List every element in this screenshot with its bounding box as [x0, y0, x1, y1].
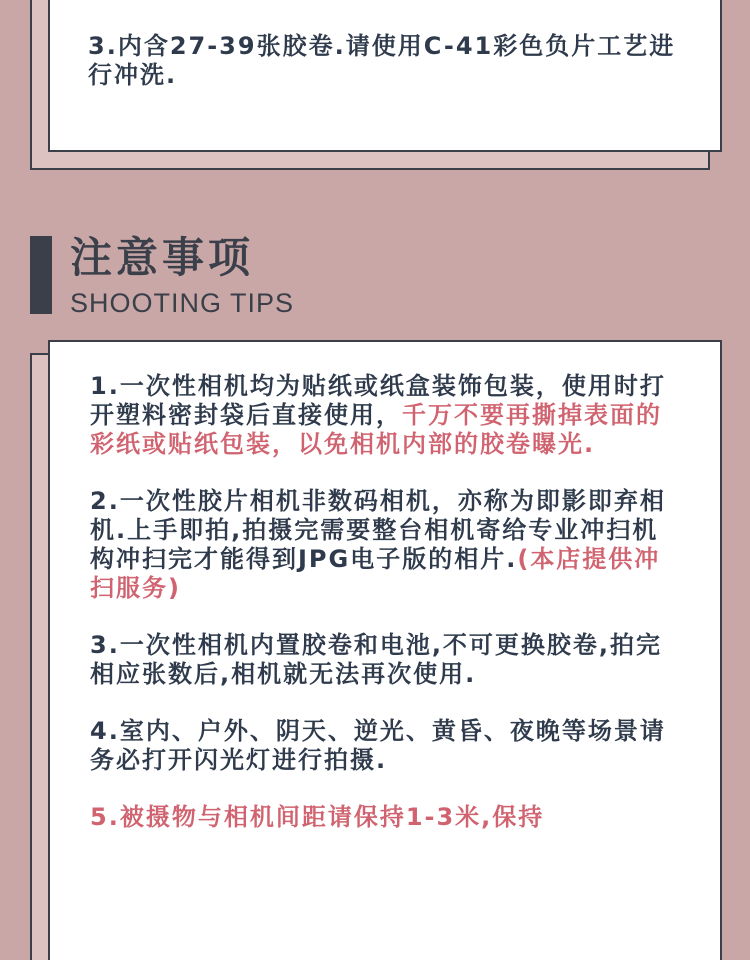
tip-4-main: 4.室内、户外、阴天、逆光、黄昏、夜晚等场景请务必打开闪光灯进行拍摄.: [90, 717, 666, 774]
tip-item-1: [90, 372, 680, 459]
tip-item-2: [90, 487, 680, 603]
top-card-text: 3.内含27-39张胶卷.请使用C-41彩色负片工艺进行冲洗.: [88, 32, 676, 89]
top-card: [48, 0, 722, 152]
tip-1-main: 1.一次性相机均为贴纸或纸盒装饰包装，使用时打开塑料密封袋后直接使用，: [90, 372, 666, 429]
tip-2-highlight: (本店提供冲扫服务): [90, 545, 661, 602]
section-title: 注意事项: [70, 233, 255, 282]
section-subtitle: SHOOTING TIPS: [70, 288, 295, 318]
tip-1-highlight: 千万不要再撕掉表面的彩纸或贴纸包装，以免相机内部的胶卷曝光.: [90, 401, 662, 458]
tip-item-3: [90, 631, 680, 689]
tips-card: [48, 340, 722, 960]
heading-accent-bar: [30, 236, 52, 314]
section-heading: [30, 233, 430, 318]
tip-5-highlight: 5.被摄物与相机间距请保持1-3米,保持: [90, 803, 545, 831]
tip-item-4: [90, 717, 680, 775]
tip-item-5: [90, 803, 680, 832]
tip-2-main: 2.一次性胶片相机非数码相机，亦称为即影即弃相机.上手即拍,拍摄完需要整台相机寄给专业冲扫机构冲扫完才能得到JPG电子版的相片.: [90, 487, 666, 573]
tip-3-main: 3.一次性相机内置胶卷和电池,不可更换胶卷,拍完相应张数后,相机就无法再次使用.: [90, 631, 663, 688]
